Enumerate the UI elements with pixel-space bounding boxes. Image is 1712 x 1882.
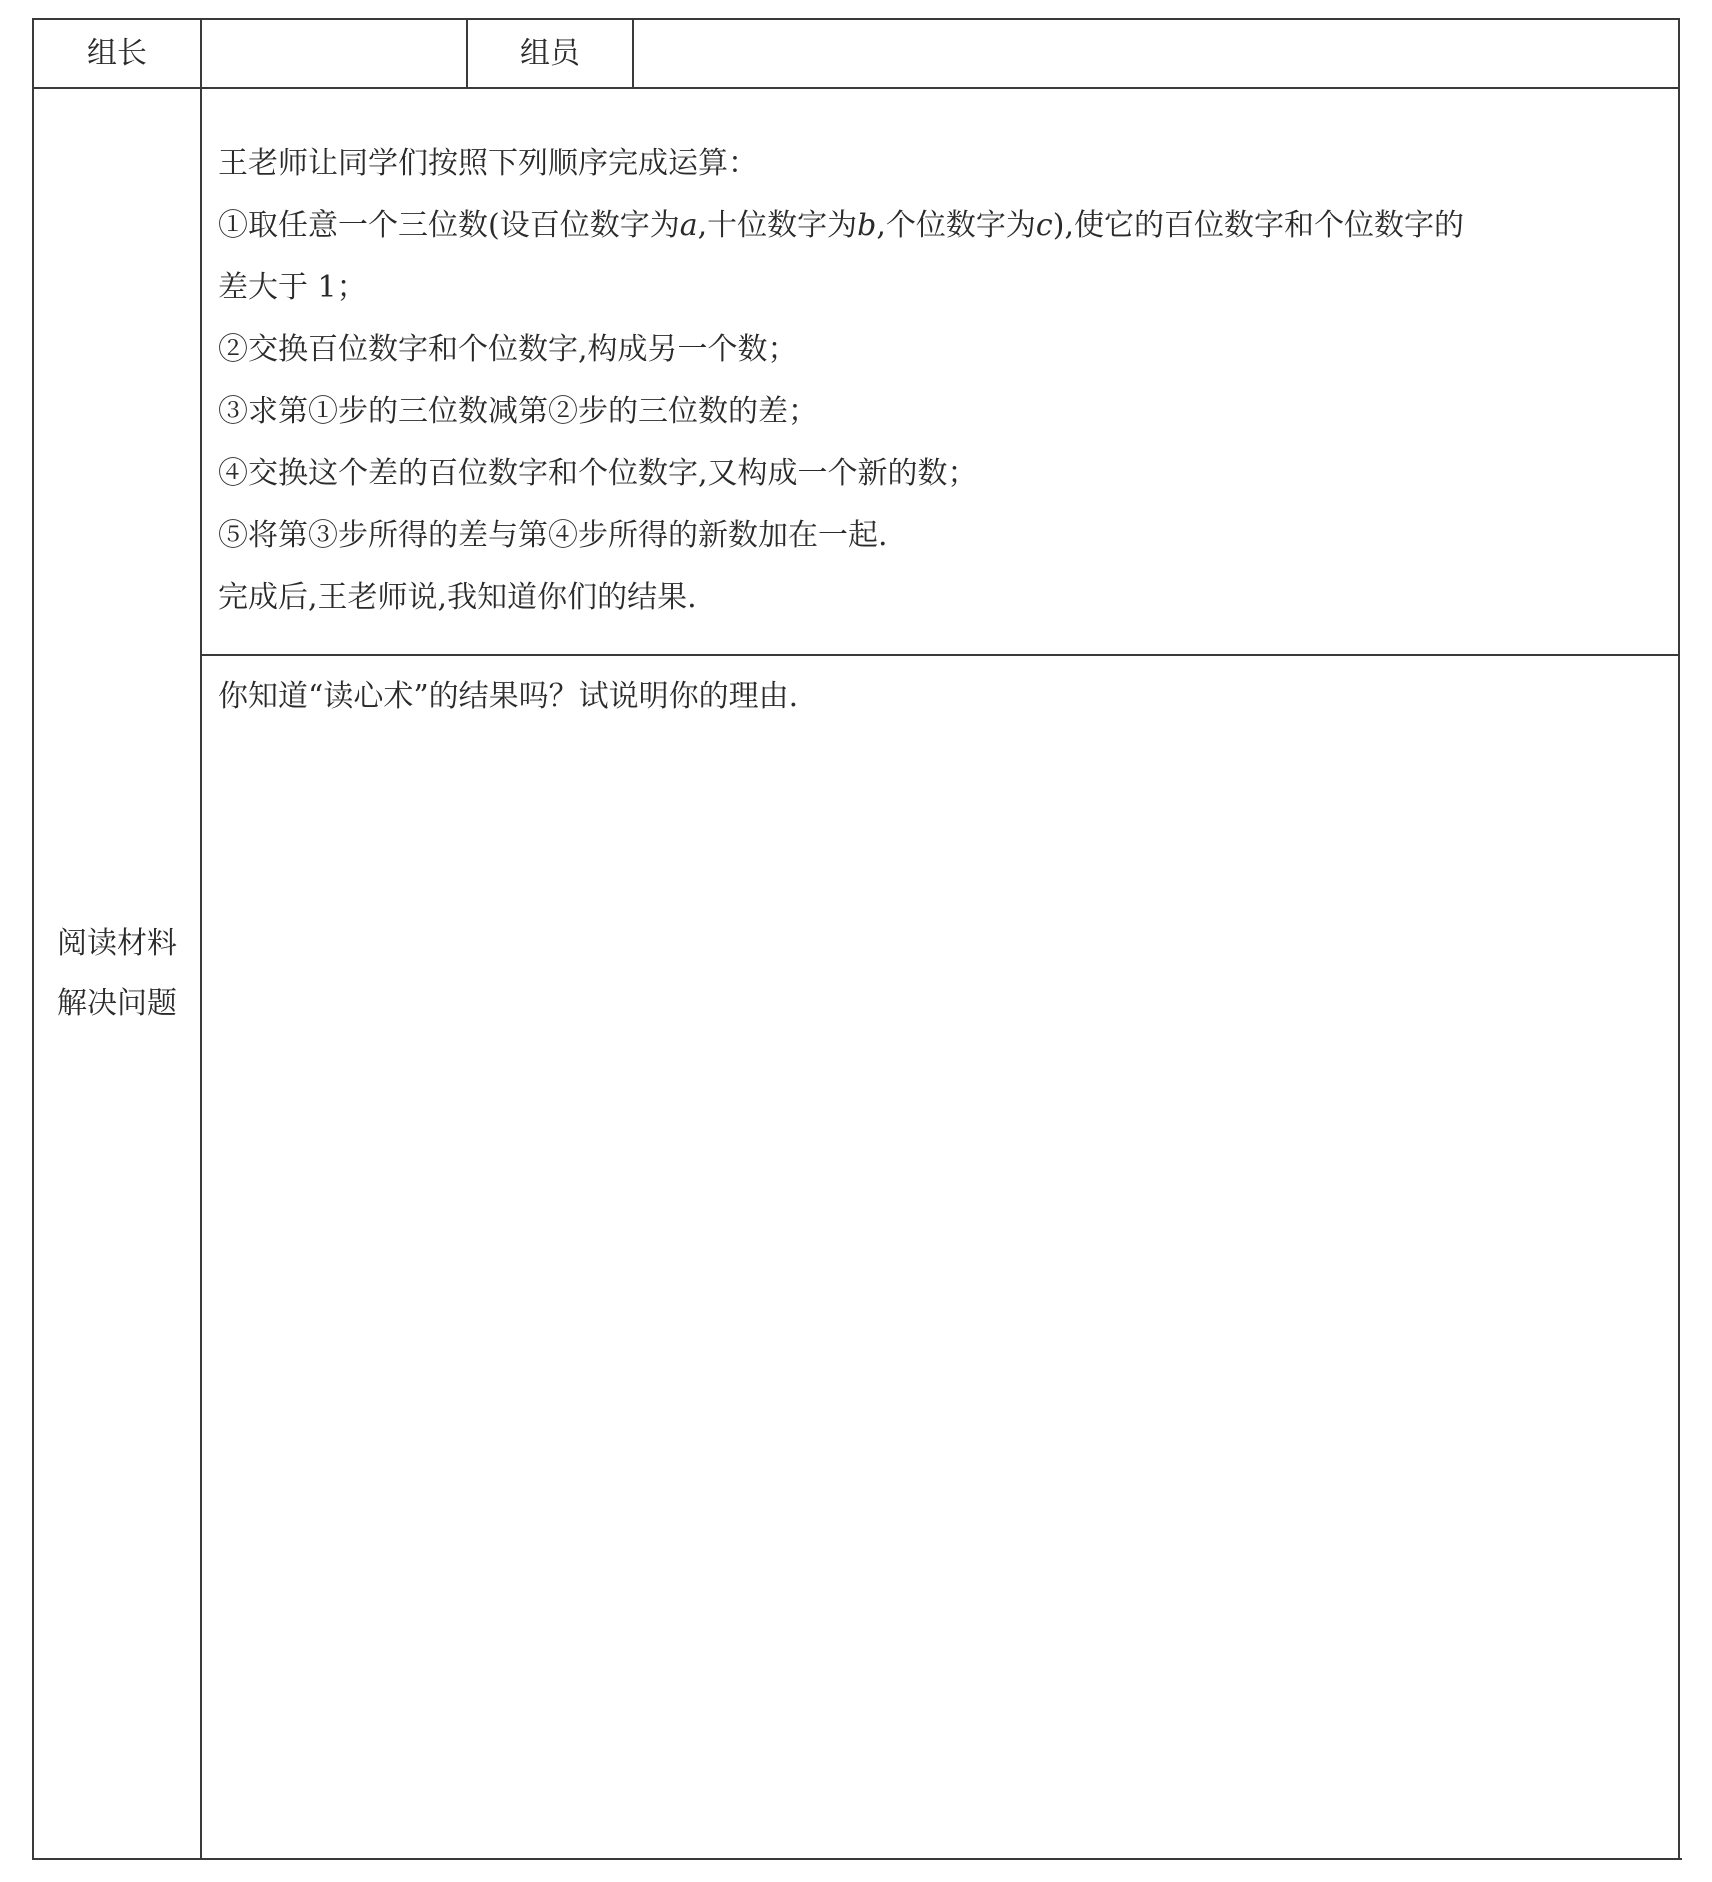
material-conclusion: 完成后,王老师说,我知道你们的结果. [218,580,697,615]
table-right-border [1678,18,1680,1860]
table-bottom-border [32,1858,1682,1860]
section-title-line1: 阅读材料 [57,926,177,961]
reading-material [218,133,1678,629]
material-step-4: ④交换这个差的百位数字和个位数字,又构成一个新的数； [218,456,978,491]
material-intro: 王老师让同学们按照下列顺序完成运算： [218,146,758,181]
section-title-line2: 解决问题 [57,986,177,1021]
question-text: 你知道“读心术”的结果吗？试说明你的理由. [218,679,799,714]
variable-a: a [679,208,698,243]
leader-field[interactable] [202,36,466,72]
table-top-border [32,18,1680,20]
leader-label: 组长 [87,36,147,71]
members-field[interactable] [634,36,1678,72]
section-title [34,914,200,1034]
material-step-1-continued: 差大于 1； [218,270,367,305]
variable-c: c [1035,208,1053,243]
step1-text-b: ,十位数字为 [697,208,858,243]
material-step-5: ⑤将第③步所得的差与第④步所得的新数加在一起. [218,518,888,553]
material-step-1 [218,195,1678,257]
label-column-divider [200,18,202,1860]
header-row-bottom-border [32,87,1680,89]
material-step-2: ②交换百位数字和个位数字,构成另一个数； [218,332,798,367]
step1-text-d: ),使它的百位数字和个位数字的 [1052,208,1464,243]
members-label: 组员 [520,36,580,71]
answer-area[interactable] [204,730,1676,1856]
material-step-3: ③求第①步的三位数减第②步的三位数的差； [218,394,818,429]
material-bottom-border [200,654,1680,656]
step1-text-c: ,个位数字为 [876,208,1036,243]
step1-text-a: ①取任意一个三位数(设百位数字为 [218,208,680,243]
variable-b: b [857,208,877,243]
